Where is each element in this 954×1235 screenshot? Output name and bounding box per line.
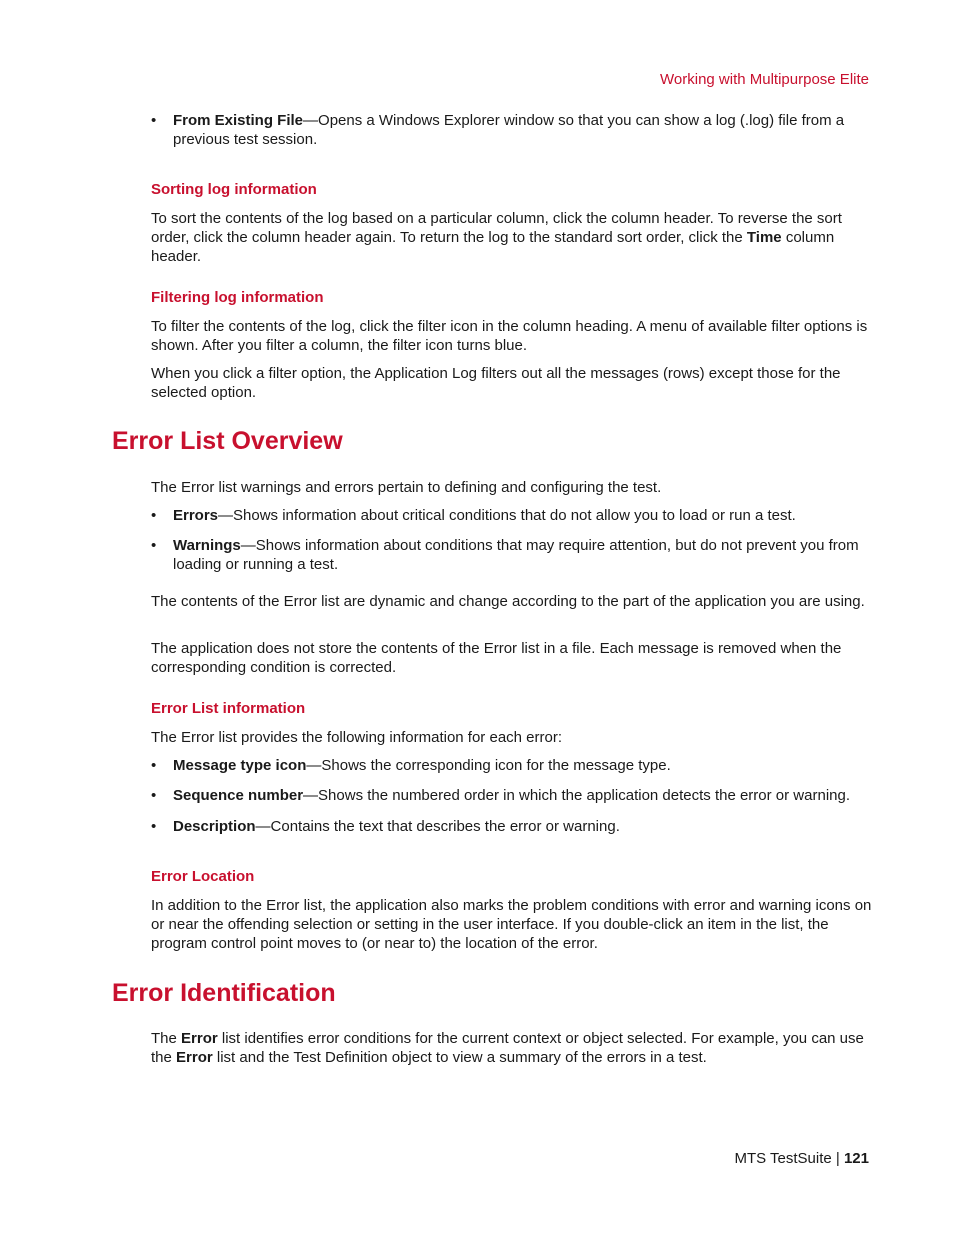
term-description: —Shows the corresponding icon for the message type. <box>306 757 671 774</box>
term: Sequence number <box>173 787 304 804</box>
term-description: —Shows information about conditions that may require attention, but do not prevent you from loading or running a test. <box>173 537 859 573</box>
term: Message type icon <box>173 757 307 774</box>
filtering-paragraph-1: To filter the contents of the log, click the filter icon in the column heading. A menu of available filter options is shown. After you filter a column, the filter icon turns blue. <box>151 318 868 354</box>
overview-paragraph-2: The application does not store the contents of the Error list in a file. Each message is removed when the corresponding condition is corrected. <box>151 640 842 676</box>
filtering-heading: Filtering log information <box>151 289 324 306</box>
error-list-overview-heading: Error List Overview <box>112 427 343 455</box>
term-description: —Contains the text that describes the error or warning. <box>255 818 620 835</box>
error-term: Error <box>181 1030 218 1047</box>
error-identification-heading: Error Identification <box>112 979 336 1007</box>
list-item <box>173 111 873 149</box>
footer-product: MTS TestSuite <box>734 1150 832 1167</box>
information-intro: The Error list provides the following information for each error: <box>151 729 563 746</box>
overview-intro: The Error list warnings and errors pertain to defining and configuring the test. <box>151 479 662 496</box>
bullet-marker: • <box>151 537 157 554</box>
sorting-paragraph: To sort the contents of the log based on a particular column, click the column header. To reverse the sort order, click the column header again. To return the log to the standard sort order, click the Time column header. <box>151 210 842 265</box>
list-item <box>173 817 873 836</box>
term-description: —Opens a Windows Explorer window so that you can show a log (.log) file from a previous test session. <box>173 112 845 148</box>
error-list-information-heading: Error List information <box>151 700 306 717</box>
term: Errors <box>173 507 219 524</box>
bullet-marker: • <box>151 757 157 774</box>
running-header: Working with Multipurpose Elite <box>660 71 869 88</box>
overview-paragraph-1: The contents of the Error list are dynamic and change according to the part of the application you are using. <box>151 593 865 610</box>
term-description: —Shows the numbered order in which the application detects the error or warning. <box>303 787 851 804</box>
bullet-marker: • <box>151 112 157 129</box>
bullet-marker: • <box>151 507 157 524</box>
list-item <box>173 786 878 805</box>
term: Warnings <box>173 537 241 554</box>
list-item <box>173 756 873 775</box>
list-item <box>173 536 873 574</box>
page-number: 121 <box>843 1150 869 1167</box>
term-description: —Shows information about critical conditions that do not allow you to load or run a test. <box>218 507 796 524</box>
footer-separator: | <box>831 1150 844 1167</box>
time-term: Time <box>746 229 782 246</box>
sorting-heading: Sorting log information <box>151 181 317 198</box>
filtering-paragraph-2: When you click a filter option, the Application Log filters out all the messages (rows) except those for the selected option. <box>151 365 841 401</box>
term: From Existing File <box>173 112 304 129</box>
term: Description <box>173 818 256 835</box>
page-footer <box>734 1150 869 1167</box>
list-item <box>173 506 873 525</box>
error-identification-paragraph: The Error list identifies error conditions for the current context or object selected. For example, you can use the Error list and the Test Definition object to view a summary of the errors in a test. <box>151 1030 864 1066</box>
error-location-paragraph: In addition to the Error list, the application also marks the problem conditions with error and warning icons on or near the offending selection or setting in the user interface. If you double-click an item in the list, the program control point moves to (or near to) the location of the error. <box>151 897 872 952</box>
bullet-marker: • <box>151 818 157 835</box>
bullet-marker: • <box>151 787 157 804</box>
error-location-heading: Error Location <box>151 868 255 885</box>
error-term: Error <box>176 1049 213 1066</box>
